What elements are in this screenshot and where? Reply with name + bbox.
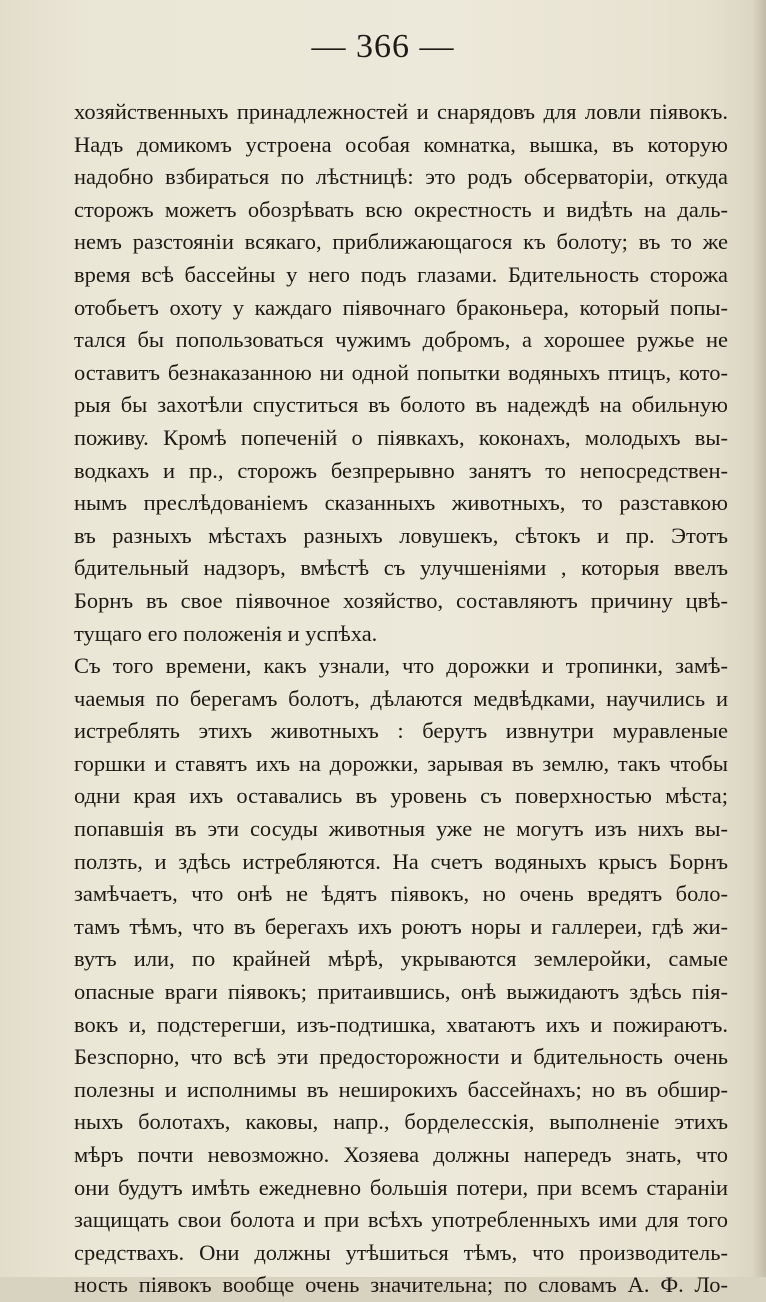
text-line-35: защищать свои болота и при всѣхъ употребленныхъ ими для того [74, 1207, 728, 1233]
text-line-37: ность піявокъ вообще очень значительна; по словамъ А. Ф. Ло- [74, 1272, 728, 1298]
text-line-2: Надъ домикомъ устроена особая комнатка, вышка, въ которую [74, 131, 728, 157]
text-line-11: поживу. Кромѣ попеченій о піявкахъ, коконахъ, молодыхъ вы- [74, 424, 728, 450]
text-line-36: средствахъ. Они должны утѣшиться тѣмъ, что производитель- [74, 1239, 728, 1265]
text-line-31: полезны и исполнимы въ неширокихъ бассейнахъ; но въ обшир- [74, 1076, 728, 1102]
page-number: — 366 — [311, 28, 455, 65]
text-line-28: опасные враги піявокъ; притаившись, онѣ выжидаютъ здѣсь пія- [74, 979, 728, 1005]
text-line-27: вутъ или, по крайней мѣрѣ, укрываются землеройки, самые [74, 946, 728, 972]
text-line-25: замѣчаетъ, что онѣ не ѣдятъ піявокъ, но очень вредятъ боло- [74, 881, 728, 907]
text-line-17: тущаго его положенія и успѣха. [74, 620, 378, 646]
text-line-13: нымъ преслѣдованіемъ сказанныхъ животныхъ, то разставкою [74, 490, 728, 516]
body-text [74, 96, 728, 1302]
text-line-7: отобьетъ охоту у каждаго піявочнаго браконьера, который попы- [74, 294, 728, 320]
text-line-3: надобно взбираться по лѣстницѣ: это родъ обсерваторіи, откуда [74, 164, 728, 190]
text-line-23: попавшія въ эти сосуды животныя уже не могутъ изъ нихъ вы- [74, 816, 728, 842]
text-line-19: чаемыя по берегамъ болотъ, дѣлаются медвѣдками, научились и [74, 685, 728, 711]
text-line-24: ползть, и здѣсь истребляются. На счетъ водяныхъ крысъ Борнъ [74, 848, 728, 874]
text-line-30: Безспорно, что всѣ эти предосторожности и бдительность очень [74, 1044, 728, 1070]
text-line-33: мѣръ почти невозможно. Хозяева должны напередъ знать, что [74, 1142, 728, 1167]
text-line-5: немъ разстояніи всякаго, приближающагося къ болоту; въ то же [74, 229, 728, 255]
text-line-22: одни края ихъ оставались въ уровень съ поверхностью мѣста; [74, 783, 728, 809]
text-line-20: истреблять этихъ животныхъ : берутъ извнутри муравленые [74, 718, 728, 744]
text-line-8: тался бы попользоваться чужимъ добромъ, а хорошее ружье не [74, 327, 728, 353]
text-line-9: оставитъ безнаказанною ни одной попытки водяныхъ птицъ, кото- [74, 359, 728, 385]
text-line-1: хозяйственныхъ принадлежностей и снарядовъ для ловли піявокъ. [74, 99, 728, 124]
text-line-4: сторожъ можетъ обозрѣвать всю окрестность и видѣть на даль- [74, 196, 728, 222]
text-line-16: Борнъ въ свое піявочное хозяйство, составляютъ причину цвѣ- [74, 587, 728, 613]
text-line-26: тамъ тѣмъ, что въ берегахъ ихъ роютъ норы и галлереи, гдѣ жи- [74, 913, 728, 939]
text-line-10: рыя бы захотѣли спуститься въ болото въ надеждѣ на обильную [74, 392, 728, 418]
page-edge-shadow [752, 0, 766, 1277]
text-line-12: водкахъ и пр., сторожъ безпрерывно занятъ то непосредствен- [74, 457, 728, 483]
text-line-34: они будутъ имѣть ежедневно большія потери, при всемъ стараніи [74, 1174, 728, 1200]
text-line-21: горшки и ставятъ ихъ на дорожки, зарывая въ землю, такъ чтобы [74, 750, 728, 776]
text-line-29: вокъ и, подстерегши, изъ-подтишка, хватаютъ ихъ и пожираютъ. [74, 1011, 728, 1037]
text-line-32: ныхъ болотахъ, каковы, напр., борделесскія, выполненіе этихъ [74, 1109, 728, 1135]
text-line-15: бдительный надзоръ, вмѣстѣ съ улучшеніями , которыя ввелъ [74, 555, 728, 581]
text-line-18: Съ того времени, какъ узнали, что дорожки и тропинки, замѣ- [74, 653, 728, 679]
text-line-6: время всѣ бассейны у него подъ глазами. Бдительность сторожа [74, 261, 728, 287]
text-line-14: въ разныхъ мѣстахъ разныхъ ловушекъ, сѣтокъ и пр. Этотъ [74, 522, 728, 548]
